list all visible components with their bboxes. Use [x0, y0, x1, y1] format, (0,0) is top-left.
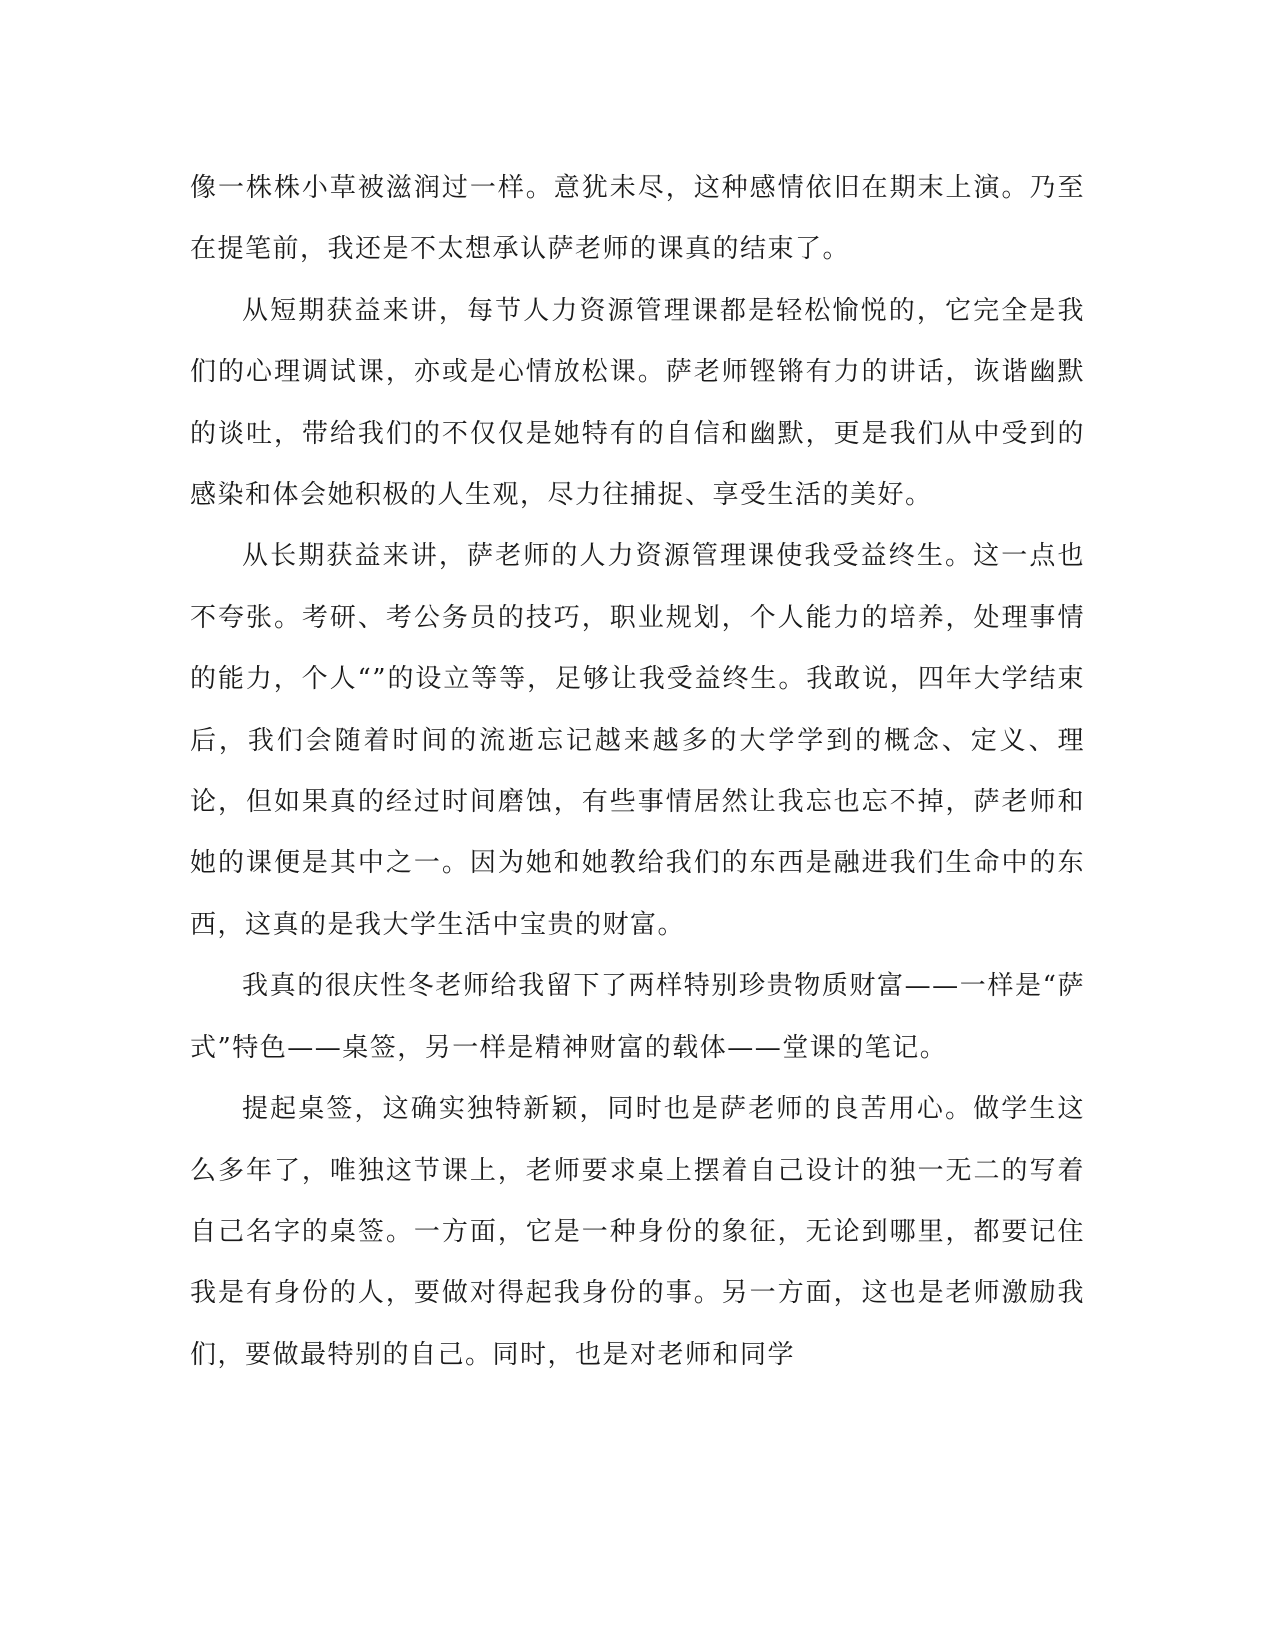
paragraph-continued: 像一株株小草被滋润过一样。意犹未尽，这种感情依旧在期末上演。乃至在提笔前，我还是不太想承认萨老师的课真的结束了。 — [190, 173, 1085, 265]
body-text — [190, 158, 1085, 1386]
paragraph-two-treasures: 我真的很庆性冬老师给我留下了两样特别珍贵物质财富——一样是“萨式”特色——桌签，另一样是精神财富的载体——堂课的笔记。 — [190, 971, 1085, 1063]
paragraph-short-term-benefit: 从短期获益来讲，每节人力资源管理课都是轻松愉悦的，它完全是我们的心理调试课，亦或是心情放松课。萨老师铿锵有力的讲话，诙谐幽默的谈吐，带给我们的不仅仅是她特有的自信和幽默，更是我们从中受到的感染和体会她积极的人生观，尽力往捕捉、享受生活的美好。 — [190, 295, 1085, 511]
paragraph-long-term-benefit: 从长期获益来讲，萨老师的人力资源管理课使我受益终生。这一点也不夸张。考研、考公务员的技巧，职业规划，个人能力的培养，处理事情的能力，个人“”的设立等等，足够让我受益终生。我敢说，四年大学结束后，我们会随着时间的流逝忘记越来越多的大学学到的概念、定义、理论，但如果真的经过时间磨蚀，有些事情居然让我忘也忘不掉，萨老师和她的课便是其中之一。因为她和她教给我们的东西是融进我们生命中的东西，这真的是我大学生活中宝贵的财富。 — [190, 541, 1085, 940]
paragraph-name-card: 提起桌签，这确实独特新颖，同时也是萨老师的良苦用心。做学生这么多年了，唯独这节课上，老师要求桌上摆着自己设计的独一无二的写着自己名字的桌签。一方面，它是一种身份的象征，无论到哪里，都要记住我是有身份的人，要做对得起我身份的事。另一方面，这也是老师激励我们，要做最特别的自己。同时，也是对老师和同学 — [190, 1094, 1085, 1370]
